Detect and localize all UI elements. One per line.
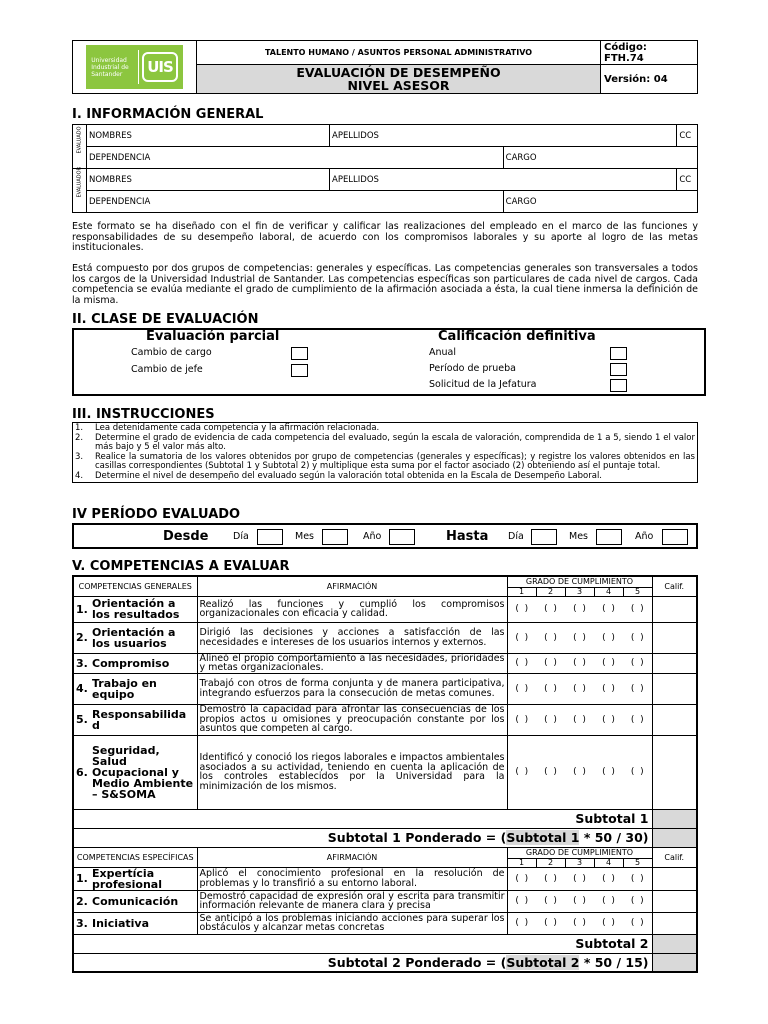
title-line-2: NIVEL ASESOR: [347, 78, 450, 93]
calif-cell[interactable]: [652, 596, 697, 622]
competency-name: Responsabilida d: [92, 707, 187, 732]
subtotal-1-cell[interactable]: [652, 809, 697, 828]
hasta-ano-label: Año: [635, 531, 654, 542]
solicitud-jefatura-checkbox[interactable]: [610, 379, 627, 392]
grade-option-5[interactable]: ( ): [623, 912, 652, 934]
evaluador-label: EVALUADOR: [76, 166, 83, 197]
solicitud-jefatura-label: Solicitud de la Jefatura: [429, 379, 537, 390]
grade-option-5[interactable]: ( ): [623, 596, 652, 622]
logo-cell: [73, 41, 197, 94]
logo-text: Universidad Industrial de Santander: [91, 56, 129, 78]
instructions-list: [75, 424, 695, 481]
sub1-ref: Subtotal 1: [506, 830, 580, 845]
subtotal-1-ponderado-cell[interactable]: [652, 828, 697, 847]
evaluado-label: EVALUADO: [76, 125, 83, 153]
competency-name: Orientación a los resultados: [92, 597, 180, 621]
competency-name-cell: [73, 596, 197, 622]
grade-option-1[interactable]: ( ): [507, 735, 536, 809]
competency-number: 2.: [76, 631, 88, 644]
code-label: Código:: [604, 41, 647, 53]
grade-option-2[interactable]: ( ): [536, 596, 565, 622]
scale-5: 5: [623, 587, 652, 596]
grade-option-2[interactable]: ( ): [536, 673, 565, 704]
evaluador-cc-field[interactable]: CC: [677, 169, 698, 191]
competency-name: Compromiso: [92, 656, 170, 670]
afirmacion-head: AFIRMACIÓN: [197, 576, 507, 596]
competency-head: COMPETENCIAS GENERALES: [73, 576, 197, 596]
calif-head: Calif.: [652, 847, 697, 867]
subtotal-2-ponderado: [73, 953, 652, 972]
competency-row: [73, 596, 697, 622]
competency-number: 1.: [76, 602, 88, 616]
desde-mes-input[interactable]: [322, 529, 348, 545]
sub2-pond-prefix: Subtotal 2 Ponderado = (: [327, 954, 507, 970]
cambio-cargo-label: Cambio de cargo: [131, 347, 212, 358]
competency-name-cell: [73, 704, 197, 735]
parcial-heading: Evaluación parcial: [146, 329, 280, 344]
hasta-dia-label: Día: [508, 531, 524, 542]
instruction-number: 1.: [75, 423, 84, 433]
grade-option-2[interactable]: ( ): [536, 622, 565, 653]
grade-option-1[interactable]: ( ): [507, 596, 536, 622]
competency-statement: Alineó el propio comportamiento a las necesidades, prioridades y metas organizacionales.: [197, 653, 507, 673]
sub2-pond-suffix: * 50 / 15): [579, 954, 649, 970]
scale-3: 3: [565, 587, 594, 596]
grade-option-1[interactable]: ( ): [507, 653, 536, 673]
grade-option-3[interactable]: ( ): [565, 890, 594, 912]
evaluado-label-cell: [73, 125, 87, 169]
grade-option-2[interactable]: ( ): [536, 890, 565, 912]
competency-row: [73, 890, 697, 912]
grade-option-4[interactable]: ( ): [594, 735, 623, 809]
evaluador-cargo-field[interactable]: CARGO: [503, 191, 697, 213]
doc-title: [197, 65, 601, 94]
hasta-ano-input[interactable]: [662, 529, 688, 545]
grado-head: GRADO DE CUMPLIMIENTO: [507, 847, 652, 858]
cc-field[interactable]: CC: [677, 125, 698, 147]
grade-option-4[interactable]: ( ): [594, 653, 623, 673]
calif-cell[interactable]: [652, 912, 697, 934]
grade-option-2[interactable]: ( ): [536, 735, 565, 809]
scale-3: 3: [565, 858, 594, 867]
title-line-1: EVALUACIÓN DE DESEMPEÑO: [296, 65, 501, 80]
section-5-title: V. COMPETENCIAS A EVALUAR: [72, 559, 290, 574]
competency-statement: Demostró capacidad de expresión oral y escrita para transmitir información relevante de manera clara y precisa: [197, 890, 507, 912]
desde-dia-input[interactable]: [257, 529, 283, 545]
subtotal-2-ponderado-cell[interactable]: [652, 953, 697, 972]
subtotal-1-ponderado: [73, 828, 652, 847]
subtotal-2-cell[interactable]: [652, 934, 697, 953]
grade-option-4[interactable]: ( ): [594, 912, 623, 934]
version: Versión: 04: [601, 65, 698, 94]
competency-name-cell: [73, 622, 197, 653]
cambio-jefe-label: Cambio de jefe: [131, 364, 203, 375]
definitiva-heading: Calificación definitiva: [438, 329, 596, 344]
cambio-cargo-checkbox[interactable]: [291, 347, 308, 360]
competency-number: 1.: [76, 872, 88, 885]
grade-option-3[interactable]: ( ): [565, 912, 594, 934]
periodo-prueba-checkbox[interactable]: [610, 363, 627, 376]
competency-row: [73, 704, 697, 735]
competency-row: [73, 735, 697, 809]
competency-statement: Demostró la capacidad para afrontar las consecuencias de los propios actos u omisiones y preocupación constante por los asuntos que competen al cargo.: [197, 704, 507, 735]
instruction-number: 3.: [75, 451, 84, 462]
sub1-pond-suffix: * 50 / 30): [579, 830, 649, 845]
grade-option-3[interactable]: ( ): [565, 867, 594, 890]
logo-mark: UIS: [142, 52, 178, 82]
desde-ano-input[interactable]: [389, 529, 415, 545]
calif-cell[interactable]: [652, 735, 697, 809]
hasta-dia-input[interactable]: [531, 529, 557, 545]
evaluador-dependencia-field[interactable]: DEPENDENCIA: [87, 191, 504, 213]
hasta-mes-label: Mes: [569, 531, 588, 542]
hasta-mes-input[interactable]: [596, 529, 622, 545]
competency-number: 4.: [76, 682, 88, 695]
grade-option-1[interactable]: ( ): [507, 622, 536, 653]
nombres-field[interactable]: NOMBRES: [87, 125, 330, 147]
subtotal-2-label: Subtotal 2: [73, 934, 652, 953]
grade-option-4[interactable]: ( ): [594, 673, 623, 704]
competency-name-cell: [73, 912, 197, 934]
evaluador-label-cell: [73, 166, 87, 213]
grade-option-3[interactable]: ( ): [565, 704, 594, 735]
desde-ano-label: Año: [363, 531, 382, 542]
competency-name-cell: [73, 673, 197, 704]
competency-row: [73, 912, 697, 934]
competency-statement: Trabajó con otros de forma conjunta y de manera participativa, integrando esfuerzos para la consecución de metas comunes.: [197, 673, 507, 704]
competencies-table: [72, 575, 698, 973]
afirmacion-head: AFIRMACIÓN: [197, 847, 507, 867]
grade-option-5[interactable]: ( ): [623, 673, 652, 704]
calif-cell[interactable]: [652, 867, 697, 890]
instruction-text: Determine el nivel de desempeño del evaluado según la valoración total obtenida en la Escala de Desempeño Laboral.: [95, 470, 603, 481]
competency-statement: Aplicó el conocimiento profesional en la resolución de problemas y lo transfirió a su entorno laboral.: [197, 867, 507, 890]
instruction-text: Determine el grado de evidencia de cada competencia del evaluado, según la escala de valoración, comprendida de 1 a 5, siendo 1 el valor más bajo y 5 el valor más alto.: [95, 432, 695, 452]
sub1-pond-prefix: Subtotal 1 Ponderado = (: [327, 830, 507, 845]
scale-1: 1: [507, 858, 536, 867]
hasta-label: Hasta: [446, 529, 489, 544]
grade-option-1[interactable]: ( ): [507, 912, 536, 934]
competency-name: Trabajo en equipo: [92, 676, 157, 701]
grade-option-2[interactable]: ( ): [536, 653, 565, 673]
competency-statement: Realizó las funciones y cumplió los compromisos organizacionales con eficacia y calidad.: [197, 596, 507, 622]
calif-cell[interactable]: [652, 890, 697, 912]
apellidos-field[interactable]: APELLIDOS: [330, 125, 677, 147]
section-3-title: III. INSTRUCCIONES: [72, 407, 215, 422]
competency-number: 3.: [76, 656, 88, 670]
section-2-title: II. CLASE DE EVALUACIÓN: [72, 312, 259, 327]
instruction-number: 2.: [75, 432, 84, 443]
competency-statement: Identificó y conoció los riegos laborales e impactos ambientales asociados a su actividad, teniendo en cuenta la aplicación de los controles establecidos por la Universidad para la minimización de los mismos.: [197, 735, 507, 809]
general-info-table: [72, 124, 698, 213]
grade-option-2[interactable]: ( ): [536, 912, 565, 934]
sub2-ref: Subtotal 2: [506, 954, 580, 970]
competency-statement: Se anticipó a los problemas iniciando acciones para superar los obstáculos y alcanzar metas concretas: [197, 912, 507, 934]
competency-row: [73, 867, 697, 890]
calif-cell[interactable]: [652, 673, 697, 704]
grade-option-1[interactable]: ( ): [507, 673, 536, 704]
competency-number: 6.: [76, 765, 88, 779]
scale-2: 2: [536, 858, 565, 867]
competency-row: [73, 653, 697, 673]
scale-4: 4: [594, 858, 623, 867]
desde-label: Desde: [163, 529, 209, 544]
competency-name: Iniciativa: [92, 916, 150, 930]
desde-dia-label: Día: [233, 531, 249, 542]
subtotal-1-label: Subtotal 1: [73, 809, 652, 828]
grade-option-1[interactable]: ( ): [507, 867, 536, 890]
grade-option-5[interactable]: ( ): [623, 890, 652, 912]
grado-head: GRADO DE CUMPLIMIENTO: [507, 576, 652, 587]
grade-option-5[interactable]: ( ): [623, 735, 652, 809]
grade-option-3[interactable]: ( ): [565, 622, 594, 653]
code-value: FTH.74: [604, 52, 644, 64]
competency-row: [73, 673, 697, 704]
calif-cell[interactable]: [652, 704, 697, 735]
competency-name: Expertícia profesional: [92, 866, 163, 891]
calif-cell[interactable]: [652, 653, 697, 673]
grade-option-3[interactable]: ( ): [565, 596, 594, 622]
intro-paragraph-1: Este formato se ha diseñado con el fin de verificar y calificar las realizaciones del empleado en el marco de las funciones y responsabilidades de su desempeño laboral, de acuerdo con los compromisos laborales y su aporte al logro de las metas institucionales.: [72, 221, 698, 253]
evaluador-apellidos-field[interactable]: APELLIDOS: [330, 169, 677, 191]
grade-option-4[interactable]: ( ): [594, 704, 623, 735]
instruction-text: Realice la sumatoria de los valores obtenidos por grupo de competencias (generales y específicas); y registre los valores obtenidos en las casillas correspondientes (Subtotal 1 y Subtotal 2) y multiplique esta suma por el factor asociado (2) obteniendo así el puntaje total.: [95, 451, 695, 471]
scale-5: 5: [623, 858, 652, 867]
cargo-field[interactable]: CARGO: [503, 147, 697, 169]
grade-option-2[interactable]: ( ): [536, 704, 565, 735]
competency-name-cell: [73, 890, 197, 912]
cambio-jefe-checkbox[interactable]: [291, 364, 308, 377]
code-cell: [601, 41, 698, 65]
evaluation-type-box: [72, 328, 706, 396]
grade-option-2[interactable]: ( ): [536, 867, 565, 890]
dependencia-field[interactable]: DEPENDENCIA: [87, 147, 504, 169]
competency-head: COMPETENCIAS ESPECÍFICAS: [73, 847, 197, 867]
evaluador-nombres-field[interactable]: NOMBRES: [87, 169, 330, 191]
grade-option-5[interactable]: ( ): [623, 704, 652, 735]
competency-statement: Dirigió las decisiones y acciones a satisfacción de las necesidades e intereses de los usuarios internos y externos.: [197, 622, 507, 653]
competency-name: Orientación a los usuarios: [92, 625, 176, 650]
scale-4: 4: [594, 587, 623, 596]
section-1-title: I. INFORMACIÓN GENERAL: [72, 107, 264, 122]
grade-option-5[interactable]: ( ): [623, 867, 652, 890]
instruction-text: Lea detenidamente cada competencia y la afirmación relacionada.: [95, 423, 380, 433]
instruction-item: [75, 453, 695, 472]
grade-option-4[interactable]: ( ): [594, 622, 623, 653]
competency-name-cell: [73, 653, 197, 673]
section-4-title: IV PERÍODO EVALUADO: [72, 507, 241, 522]
desde-mes-label: Mes: [295, 531, 314, 542]
grade-option-5[interactable]: ( ): [623, 622, 652, 653]
intro-paragraph-2: Está compuesto por dos grupos de competencias: generales y específicas. Las competencias generales son transversales a todos los cargos de la Universidad Industrial de Santander. Las competencias específicas son particulares de cada nivel de cargos. Cada competencia se evalúa mediante el grado de cumplimiento de la afirmación asociada a ésta, la cual tiene inmersa la definición de la misma.: [72, 263, 698, 306]
anual-checkbox[interactable]: [610, 347, 627, 360]
instruction-number: 4.: [75, 470, 84, 481]
instructions-box: [72, 422, 698, 483]
grade-option-3[interactable]: ( ): [565, 735, 594, 809]
scale-2: 2: [536, 587, 565, 596]
uis-logo: [86, 45, 183, 89]
calif-head: Calif.: [652, 576, 697, 596]
competency-name-cell: [73, 867, 197, 890]
grade-option-4[interactable]: ( ): [594, 596, 623, 622]
competency-name: Comunicación: [92, 894, 179, 908]
anual-label: Anual: [429, 347, 457, 358]
grade-option-3[interactable]: ( ): [565, 673, 594, 704]
competency-number: 2.: [76, 894, 88, 908]
grade-option-3[interactable]: ( ): [565, 653, 594, 673]
competency-row: [73, 622, 697, 653]
competency-number: 3.: [76, 916, 88, 930]
grade-option-1[interactable]: ( ): [507, 704, 536, 735]
competency-name-cell: [73, 735, 197, 809]
grade-option-5[interactable]: ( ): [623, 653, 652, 673]
grade-option-4[interactable]: ( ): [594, 890, 623, 912]
grade-option-1[interactable]: ( ): [507, 890, 536, 912]
header-table: [72, 40, 698, 94]
period-box: [72, 523, 698, 549]
calif-cell[interactable]: [652, 622, 697, 653]
instruction-item: [75, 472, 695, 482]
scale-1: 1: [507, 587, 536, 596]
competency-name: Seguridad, Salud Ocupacional y Medio Ambiente – S&SOMA: [92, 743, 194, 801]
instruction-item: [75, 434, 695, 453]
competency-number: 5.: [76, 713, 88, 726]
periodo-prueba-label: Período de prueba: [429, 363, 517, 374]
dept-title: TALENTO HUMANO / ASUNTOS PERSONAL ADMINISTRATIVO: [197, 41, 601, 65]
grade-option-4[interactable]: ( ): [594, 867, 623, 890]
